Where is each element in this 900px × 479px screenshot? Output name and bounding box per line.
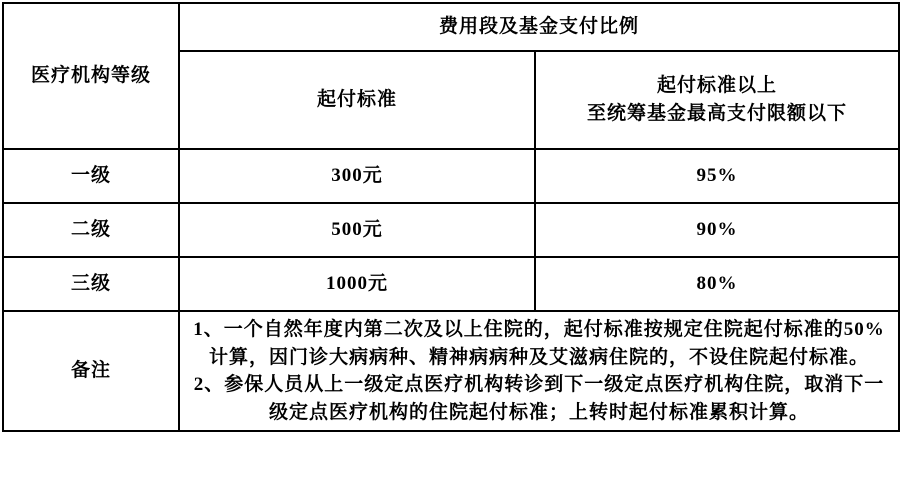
fee-payment-table xyxy=(2,2,900,432)
document-page xyxy=(0,2,900,479)
row-level-2: 二级 xyxy=(3,203,179,257)
header-fee-segment-title: 费用段及基金支付比例 xyxy=(179,3,899,51)
row-deductible-1: 300元 xyxy=(179,149,535,203)
table-row xyxy=(3,149,899,203)
row-ratio-3: 80% xyxy=(535,257,899,311)
notes-label: 备注 xyxy=(3,311,179,431)
row-ratio-1: 95% xyxy=(535,149,899,203)
header-above-deductible-line2: 至统筹基金最高支付限额以下 xyxy=(587,103,848,124)
note-item-1: 1、一个自然年度内第二次及以上住院的，起付标准按规定住院起付标准的50%计算，因门诊大病病种、精神病病种及艾滋病住院的，不设住院起付标准。 xyxy=(193,319,885,368)
header-institution-level: 医疗机构等级 xyxy=(3,3,179,149)
table-notes-row xyxy=(3,311,899,431)
row-level-3: 三级 xyxy=(3,257,179,311)
row-ratio-2: 90% xyxy=(535,203,899,257)
header-above-deductible-line1: 起付标准以上 xyxy=(657,75,778,97)
table-header-row-top xyxy=(3,3,899,51)
note-item-2: 2、参保人员从上一级定点医疗机构转诊到下一级定点医疗机构住院，取消下一级定点医疗机构的住院起付标准；上转时起付标准累积计算。 xyxy=(193,374,885,423)
notes-body xyxy=(179,311,899,431)
row-level-1: 一级 xyxy=(3,149,179,203)
table-row xyxy=(3,203,899,257)
header-deductible-standard: 起付标准 xyxy=(179,51,535,149)
row-deductible-2: 500元 xyxy=(179,203,535,257)
table-row xyxy=(3,257,899,311)
header-above-deductible xyxy=(535,51,899,149)
row-deductible-3: 1000元 xyxy=(179,257,535,311)
